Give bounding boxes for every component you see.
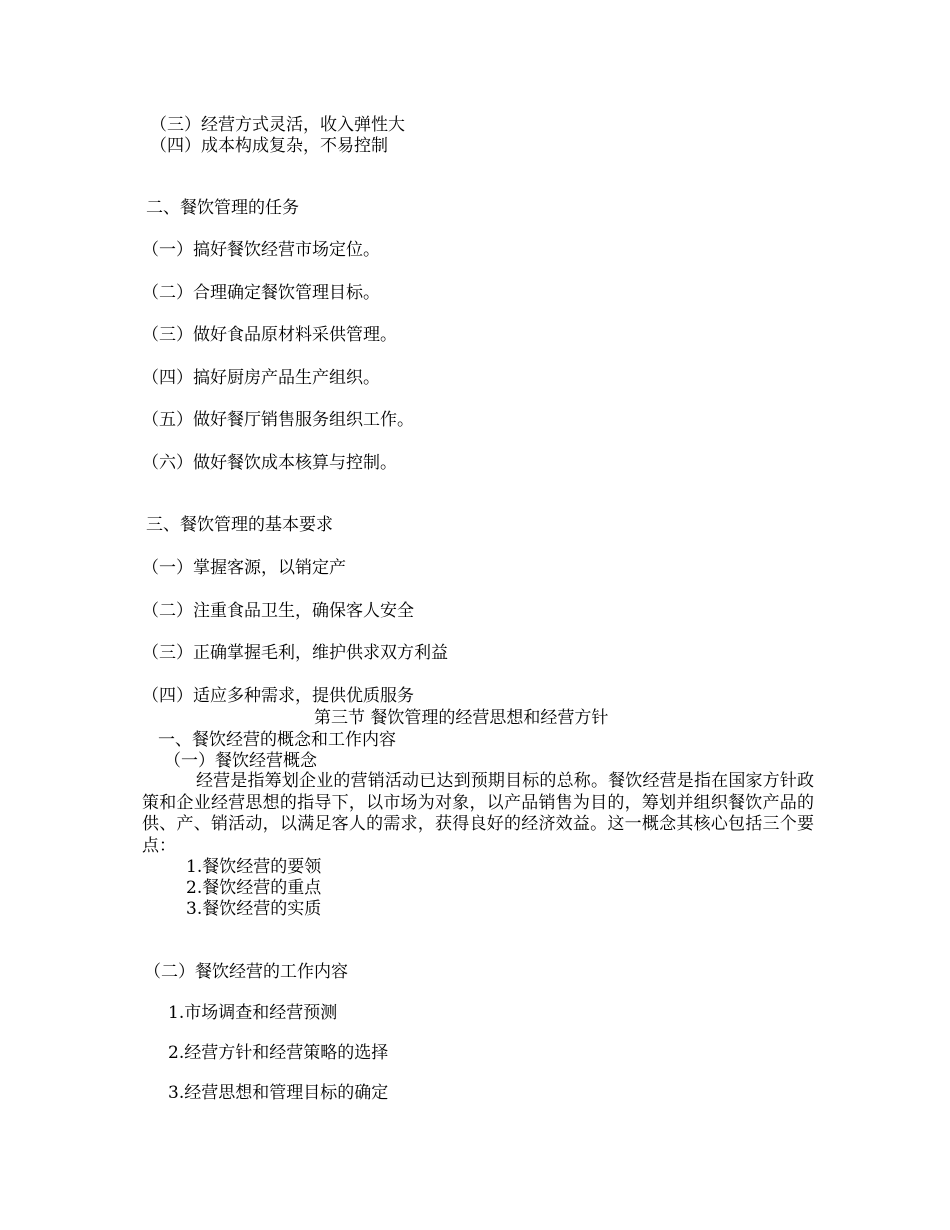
subsection-heading: （一）餐饮经营概念 bbox=[164, 751, 317, 771]
section-heading: 二、餐饮管理的任务 bbox=[146, 198, 299, 218]
list-item: （三）经营方式灵活，收入弹性大 bbox=[150, 115, 405, 135]
list-item: （四）适应多种需求，提供优质服务 bbox=[142, 686, 414, 706]
list-item: （一）掌握客源，以销定产 bbox=[142, 558, 346, 578]
page-title: 第三节 餐饮管理的经营思想和经营方针 bbox=[314, 708, 609, 728]
list-item: （五）做好餐厅销售服务组织工作。 bbox=[142, 410, 414, 430]
section-heading: 一、餐饮经营的概念和工作内容 bbox=[158, 730, 396, 750]
list-item: （三）正确掌握毛利，维护供求双方利益 bbox=[142, 643, 448, 663]
list-item: （四）搞好厨房产品生产组织。 bbox=[142, 368, 380, 388]
list-item: 1.市场调查和经营预测 bbox=[168, 1003, 338, 1023]
list-item: （二）合理确定餐饮管理目标。 bbox=[142, 283, 380, 303]
list-item: （二）注重食品卫生，确保客人安全 bbox=[142, 601, 414, 621]
list-item: 3.经营思想和管理目标的确定 bbox=[168, 1083, 389, 1103]
subsection-heading: （二）餐饮经营的工作内容 bbox=[144, 962, 348, 982]
section-heading: 三、餐饮管理的基本要求 bbox=[146, 515, 333, 535]
list-item: （一）搞好餐饮经营市场定位。 bbox=[142, 240, 380, 260]
body-paragraph: 经营是指筹划企业的营销活动已达到预期目标的总称。餐饮经营是指在国家方针政策和企业经营思想的指导下，以市场为对象，以产品销售为目的，筹划并组织餐饮产品的供、产、销活动，以满足客人的需求，获得良好的经济效益。这一概念其核心包括三个要点： bbox=[142, 771, 814, 856]
list-item: （四）成本构成复杂，不易控制 bbox=[150, 136, 388, 156]
list-item: 1.餐饮经营的要领 bbox=[186, 857, 322, 877]
list-item: （三）做好食品原材料采供管理。 bbox=[142, 325, 397, 345]
list-item: 2.餐饮经营的重点 bbox=[186, 878, 322, 898]
list-item: （六）做好餐饮成本核算与控制。 bbox=[142, 453, 397, 473]
list-item: 2.经营方针和经营策略的选择 bbox=[168, 1043, 389, 1063]
list-item: 3.餐饮经营的实质 bbox=[186, 899, 322, 919]
